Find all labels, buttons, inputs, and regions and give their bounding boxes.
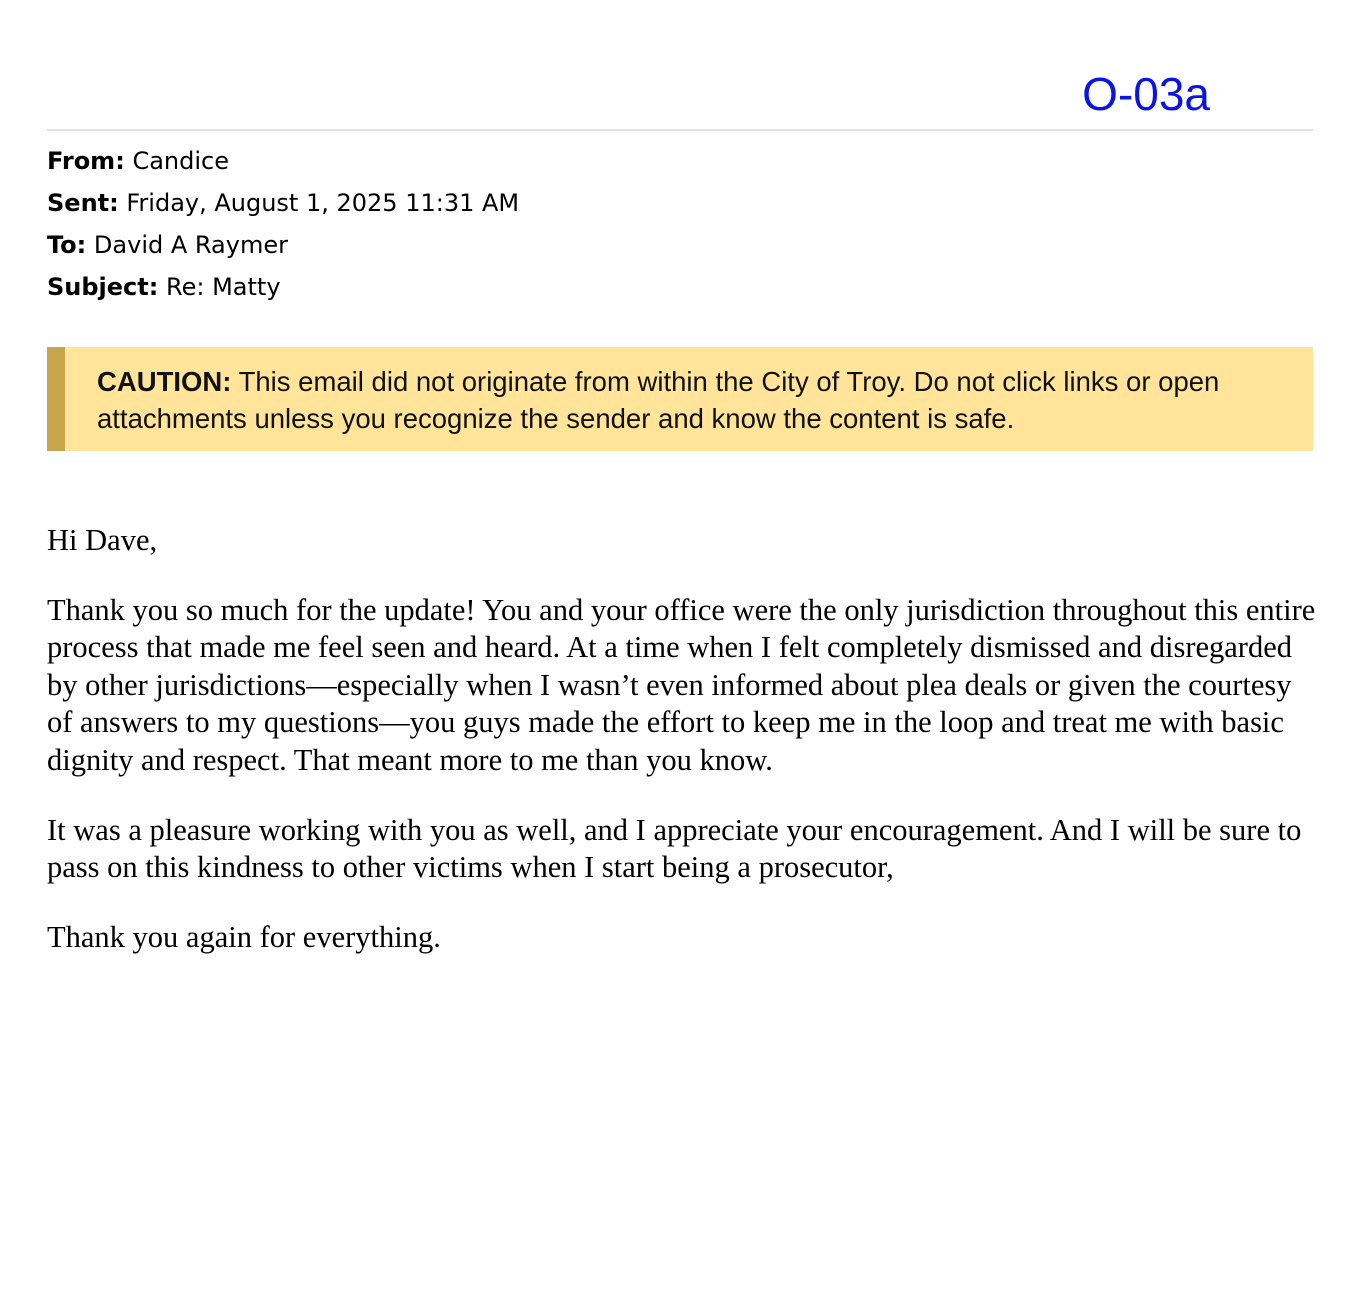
email-header	[47, 140, 519, 308]
email-body	[47, 522, 1322, 988]
body-paragraph-2: It was a pleasure working with you as well, and I appreciate your encouragement. And I will be sure to pass on this kindness to other victims when I start being a prosecutor,	[47, 812, 1302, 885]
to-label: To:	[47, 231, 87, 259]
subject-label: Subject:	[47, 273, 159, 301]
caution-banner	[47, 347, 1313, 451]
exhibit-label: O-03a	[1082, 68, 1210, 120]
to-value: David A Raymer	[93, 231, 288, 259]
caution-text	[97, 363, 1305, 437]
closing-line: Thank you again for everything.	[47, 919, 441, 954]
caution-label: CAUTION:	[97, 366, 232, 397]
sent-row	[47, 182, 519, 224]
sent-value: Friday, August 1, 2025 11:31 AM	[126, 189, 520, 217]
from-row	[47, 140, 519, 182]
caution-message: This email did not originate from within the City of Troy. Do not click links or open attachments unless you recognize the sender and know the content is safe.	[97, 366, 1220, 434]
sent-label: Sent:	[47, 189, 119, 217]
greeting: Hi Dave,	[47, 523, 158, 557]
from-value: Candice	[132, 147, 229, 175]
subject-row	[47, 266, 519, 308]
to-row	[47, 224, 519, 266]
from-label: From:	[47, 147, 125, 175]
header-divider	[47, 129, 1313, 131]
body-paragraph-1: Thank you so much for the update! You and your office were the only jurisdiction throughout this entire process that made me feel seen and heard. At a time when I felt completely dismissed and disregarded by other jurisdictions—especially when I wasn’t even informed about plea deals or given the courtesy of answers to my questions—you guys made the effort to keep me in the loop and treat me with basic dignity and respect. That meant more to me than you know.	[47, 592, 1316, 777]
subject-value: Re: Matty	[166, 273, 281, 301]
caution-accent-bar	[47, 347, 65, 451]
